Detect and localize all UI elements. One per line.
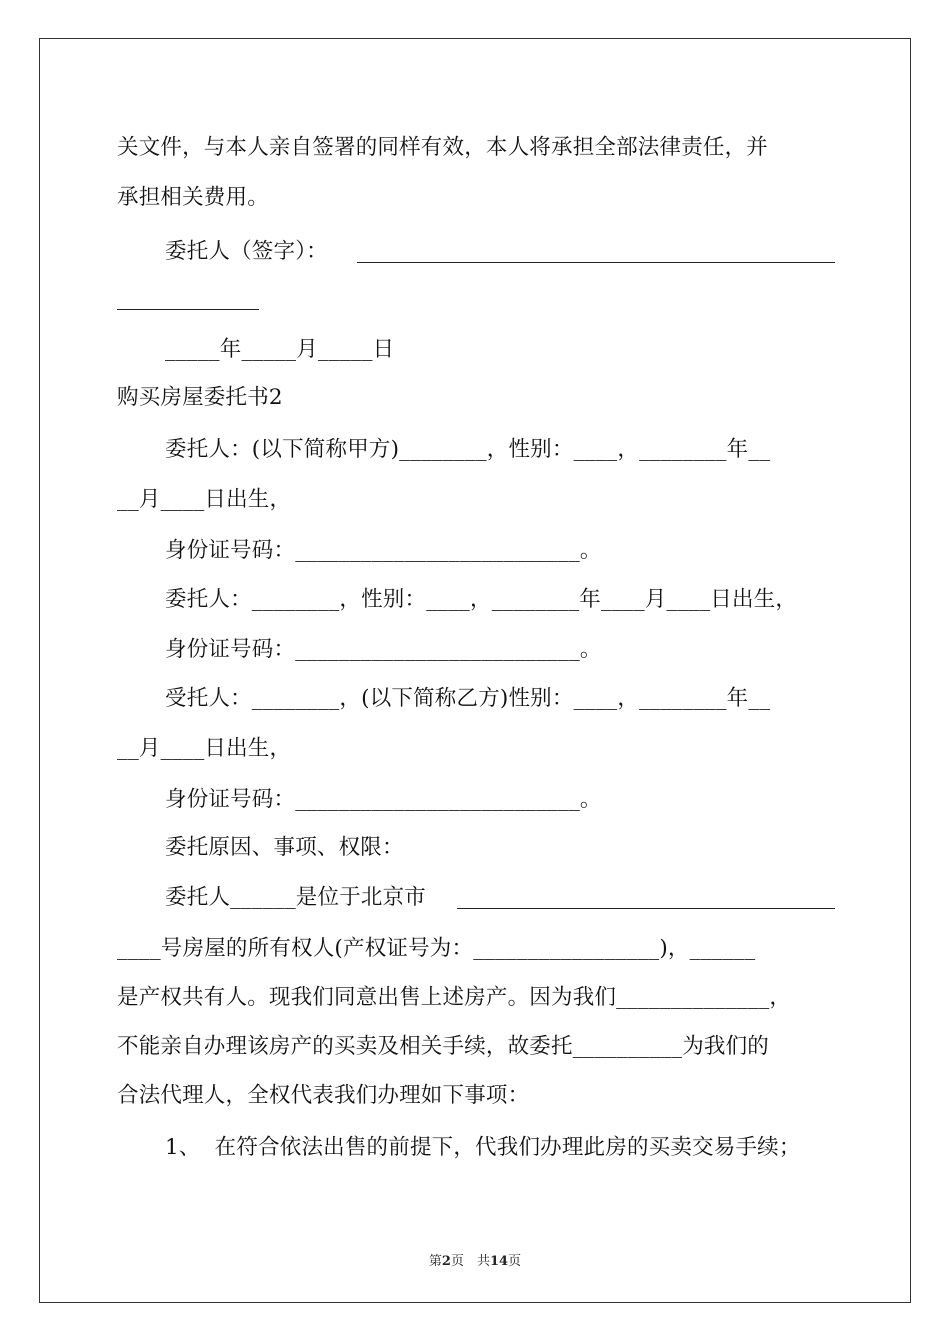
footer-suffix: 页 [508, 1254, 522, 1269]
text-line-property: 委托人______是位于北京市 [165, 885, 427, 910]
text-line-co-owner: 是产权共有人。现我们同意出售上述房产。因为我们______________， [117, 985, 792, 1010]
signature-underline-cont [117, 309, 259, 310]
footer-prefix: 第 [428, 1254, 442, 1269]
text-line-agent: 受托人：________，(以下简称乙方)性别：____，________年__ [165, 686, 771, 711]
id-number-line-3: 身份证号码：__________________________。 [165, 787, 602, 812]
text-line-principal-a: 委托人：(以下简称甲方)________，性别：____，________年__ [165, 437, 771, 462]
page-number: 2 [441, 1254, 451, 1269]
text-line-2: 承担相关费用。 [117, 185, 269, 210]
signature-underline [357, 262, 835, 263]
address-underline [457, 908, 835, 909]
list-item-1: 1、 在符合依法出售的前提下，代我们办理此房的买卖交易手续； [165, 1135, 801, 1160]
page-footer [0, 1250, 950, 1269]
signature-label: 委托人（签字）： [165, 239, 328, 264]
id-number-line-1: 身份证号码：__________________________。 [165, 538, 602, 563]
text-line-authority: 合法代理人，全权代表我们办理如下事项： [117, 1083, 530, 1108]
page-border [39, 38, 911, 1303]
page-total: 14 [489, 1254, 509, 1269]
reason-heading: 委托原因、事项、权限： [165, 835, 404, 860]
section-heading: 购买房屋委托书2 [117, 385, 283, 410]
text-line-1: 关文件，与本人亲自签署的同样有效，本人将承担全部法律责任，并 [117, 135, 769, 160]
date-line: _____年_____月_____日 [165, 337, 395, 362]
text-line-agent-cont: __月____日出生， [117, 736, 292, 761]
id-number-line-2: 身份证号码：__________________________。 [165, 637, 602, 662]
footer-mid: 页 共 [450, 1254, 490, 1269]
text-line-principal-a-cont: __月____日出生， [117, 487, 292, 512]
text-line-principal-b: 委托人：________，性别：____，________年____月____日出生， [165, 587, 798, 612]
text-line-reason: 不能亲自办理该房产的买卖及相关手续，故委托__________为我们的 [117, 1034, 770, 1059]
text-line-property-cont: ____号房屋的所有权人(产权证号为：_________________)，______ [117, 936, 756, 961]
